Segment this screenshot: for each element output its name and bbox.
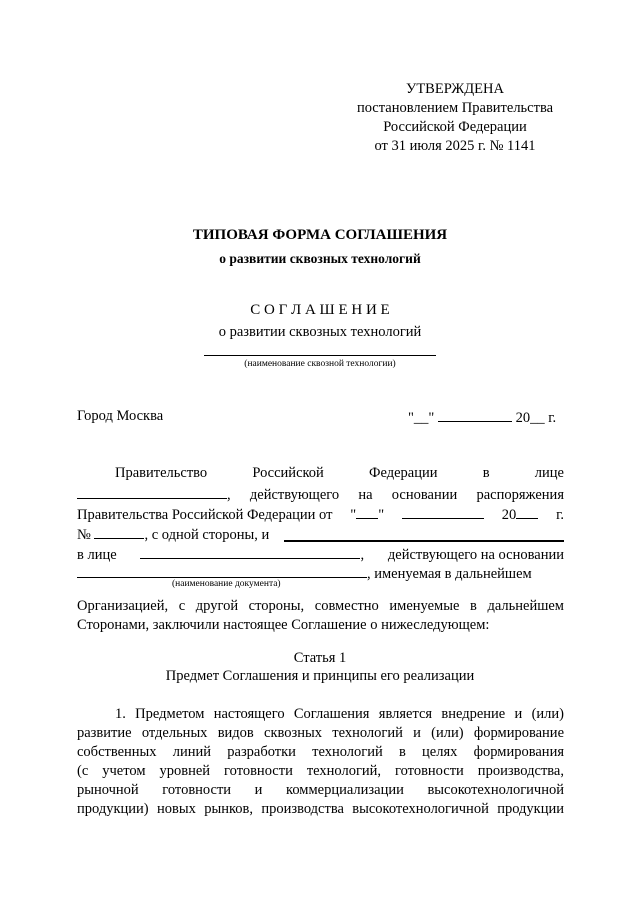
approval-line: постановлением Правительства [356, 100, 554, 116]
year-prefix: 20 [515, 410, 531, 426]
text: , с одной стороны, и [144, 527, 270, 543]
text: , именуемая в дальнейшем [367, 566, 532, 582]
paragraph-line: рыночной готовности и коммерциализации высокотехнологичной [77, 782, 564, 798]
body-line-8: Сторонами, заключили настоящее Соглашение о нижеследующем: [77, 617, 490, 633]
paragraph-line: (с учетом уровней готовности технологий, готовности производства, [77, 763, 564, 779]
quote-close: " [428, 410, 435, 426]
word: на [358, 487, 373, 503]
text: действующего на основании [387, 547, 564, 563]
day-blank: __ [413, 410, 429, 426]
text: Правительства Российской Федерации от [77, 507, 333, 523]
organization-blank [284, 527, 564, 542]
body-line-5 [77, 545, 564, 564]
article-title: Предмет Соглашения и принципы его реализации [165, 668, 475, 684]
paragraph-line: собственных линий разработки технологий в целях формирования [77, 744, 564, 760]
body-line-7: Организацией, с другой стороны, совместно именуемые в дальнейшем [77, 598, 564, 614]
form-title: ТИПОВАЯ ФОРМА СОГЛАШЕНИЯ [192, 227, 448, 243]
paragraph-line: 1. Предметом настоящего Соглашения является внедрение и (или) [115, 706, 564, 722]
word: основании [391, 487, 458, 503]
order-date [350, 505, 384, 524]
word: Правительство [115, 465, 208, 481]
representative-blank-group [77, 485, 231, 504]
order-month-blank [402, 505, 484, 519]
approval-block [330, 80, 580, 156]
date-line [408, 408, 556, 427]
body-line-4 [77, 525, 564, 544]
order-number-blank [94, 525, 144, 539]
org-representative-group [140, 545, 364, 564]
year-suffix: г. [556, 507, 564, 523]
city: Город Москва [77, 408, 164, 424]
body-line-3 [77, 505, 564, 524]
approval-line: Российской Федерации [383, 119, 527, 135]
month-blank [438, 408, 512, 422]
representative-blank [77, 485, 227, 499]
approval-title: УТВЕРЖДЕНА [406, 81, 504, 97]
paragraph-line: продукции) новых рынков, производства высокотехнологичной продукции [77, 801, 564, 817]
org-representative-blank [140, 545, 360, 559]
form-subtitle: о развитии сквозных технологий [219, 251, 421, 266]
body-line-1 [77, 465, 564, 484]
document-blank [77, 564, 367, 578]
word: лице [534, 465, 564, 481]
approval-date: от 31 июля 2025 г. № 1141 [374, 138, 536, 154]
agreement-title: С О Г Л А Ш Е Н И Е [250, 302, 390, 318]
order-year-blank [516, 505, 538, 519]
comma: , [360, 547, 365, 563]
quote-close: " [378, 507, 385, 523]
word: распоряжения [476, 487, 564, 503]
order-day-blank [356, 505, 378, 519]
agreement-subtitle: о развитии сквозных технологий [218, 324, 422, 340]
word: Федерации [369, 465, 438, 481]
word: в [482, 465, 490, 481]
body-line-2 [77, 485, 564, 504]
order-year [502, 505, 539, 524]
document-caption: (наименование документа) [172, 579, 281, 589]
body-line-6 [77, 564, 532, 583]
year-prefix: 20 [501, 507, 517, 523]
word: действующего [249, 487, 340, 503]
technology-caption: (наименование сквозной технологии) [244, 359, 396, 369]
number-sign: № [77, 527, 91, 543]
quote-open: " [408, 410, 414, 426]
article-heading: Статья 1 [293, 650, 347, 666]
year-suffix: г. [548, 410, 557, 426]
word: Российской [252, 465, 324, 481]
year-blank: __ [530, 410, 545, 426]
quote-open: " [350, 507, 357, 523]
technology-name-blank [204, 355, 436, 356]
comma: , [227, 487, 231, 503]
paragraph-line: развитие отдельных видов сквозных технологий и (или) формирование [77, 725, 564, 741]
text: в лице [77, 547, 117, 563]
